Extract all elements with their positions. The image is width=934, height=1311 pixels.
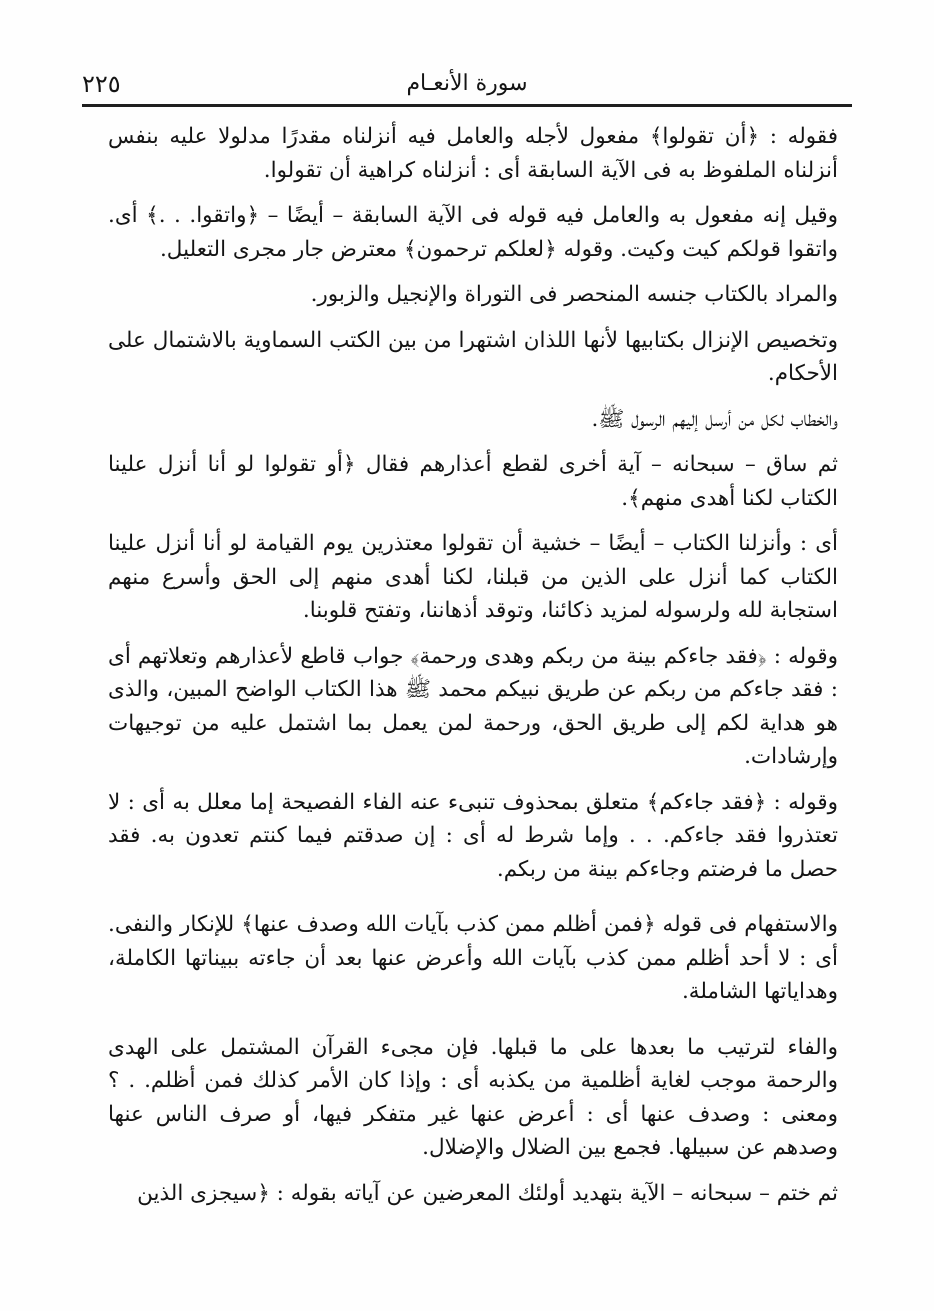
surah-title: سورة الأنعـام [406, 71, 528, 96]
page-number: ٢٢٥ [82, 70, 121, 98]
paragraph: وقيل إنه مفعول به والعامل فيه قوله فى الآية السابقة – أيضًا – ﴿واتقوا. . .﴾ أى. واتقوا قولكم كيت وكيت. وقوله ﴿لعلكم ترحمون﴾ معترض جار مجرى التعليل. [108, 203, 838, 262]
paragraph: والمراد بالكتاب جنسه المنحصر فى التوراة والإنجيل والزبور. [310, 282, 838, 307]
paragraph: وقوله : ﴿فقد جاءكم﴾ متعلق بمحذوف تنبىء عنه الفاء الفصيحة إما معلل به أى : لا تعتذروا فقد جاءكم. . . وإما شرط له أى : إن صدقتم فيما كنتم تعدون به. فقد حصل ما فرضتم وجاءكم بينة من ربكم. [108, 789, 838, 882]
running-head [82, 66, 852, 102]
paragraph: والاستفهام فى قوله ﴿فمن أظلم ممن كذب بآيات الله وصدف عنها﴾ للإنكار والنفى. أى : لا أحد أظلم ممن كذب بآيات الله وأعرض عنها بعد أن جاءته ببيناتها الكاملة، وهداياتها الشاملة. [108, 912, 838, 1004]
paragraph: وقوله : ﴿فقد جاءكم بينة من ربكم وهدى ورحمة﴾ جواب قاطع لأعذارهم وتعلاتهم أى : فقد جاءكم من ربكم عن طريق نبيكم محمد ﷺ هذا الكتاب الواضح المبين، والذى هو هداية لكم إلى طريق الحق، ورحمة لمن يعمل بما اشتمل عليه من توجيهات وإرشادات. [108, 643, 838, 769]
paragraph: ثم ختم – سبحانه – الآية بتهديد أولئك المعرضين عن آياته بقوله : ﴿سيجزى الذين [137, 1180, 838, 1206]
page-body [108, 120, 838, 1222]
paragraph: ثم ساق – سبحانه – آية أخرى لقطع أعذارهم فقال ﴿أو تقولوا لو أنا أنزل علينا الكتاب لكنا أهدى منهم﴾. [108, 452, 838, 511]
paragraph: أى : وأنزلنا الكتاب – أيضًا – خشية أن تقولوا معتذرين يوم القيامة لو أنا أنزل علينا الكتاب كما أنزل على الذين من قبلنا، لكنا أهدى منهم إلى الحق وأسرع منهم استجابة لله ولرسوله لمزيد ذكائنا، وتوقد أذهاننا، وتفتح قلوبنا. [108, 531, 838, 623]
paragraph: والفاء لترتيب ما بعدها على ما قبلها. فإن مجىء القرآن المشتمل على الهدى والرحمة موجب لغاية أظلمية من يكذبه أى : وإذا كان الأمر كذلك فمن أظلم. . ؟ ومعنى : وصدف عنها أى : أعرض عنها غير متفكر فيها، أو صرف الناس عنها وصدهم عن سبيلها. فجمع بين الضلال والإضلال. [108, 1034, 838, 1160]
paragraph: وتخصيص الإنزال بكتابيها لأنها اللذان اشتهرا من بين الكتب السماوية بالاشتمال على الأحكام. [108, 327, 838, 386]
paragraph: فقوله : ﴿أن تقولوا﴾ مفعول لأجله والعامل فيه أنزلناه مقدرًا مدلولا عليه بنفس أنزلناه الملفوظ به فى الآية السابقة أى : أنزلناه كراهية أن تقولوا. [108, 124, 838, 183]
paragraph: والخطاب لكل من أرسل إليهم الرسول ﷺ. [591, 406, 838, 432]
header-rule [82, 104, 852, 107]
